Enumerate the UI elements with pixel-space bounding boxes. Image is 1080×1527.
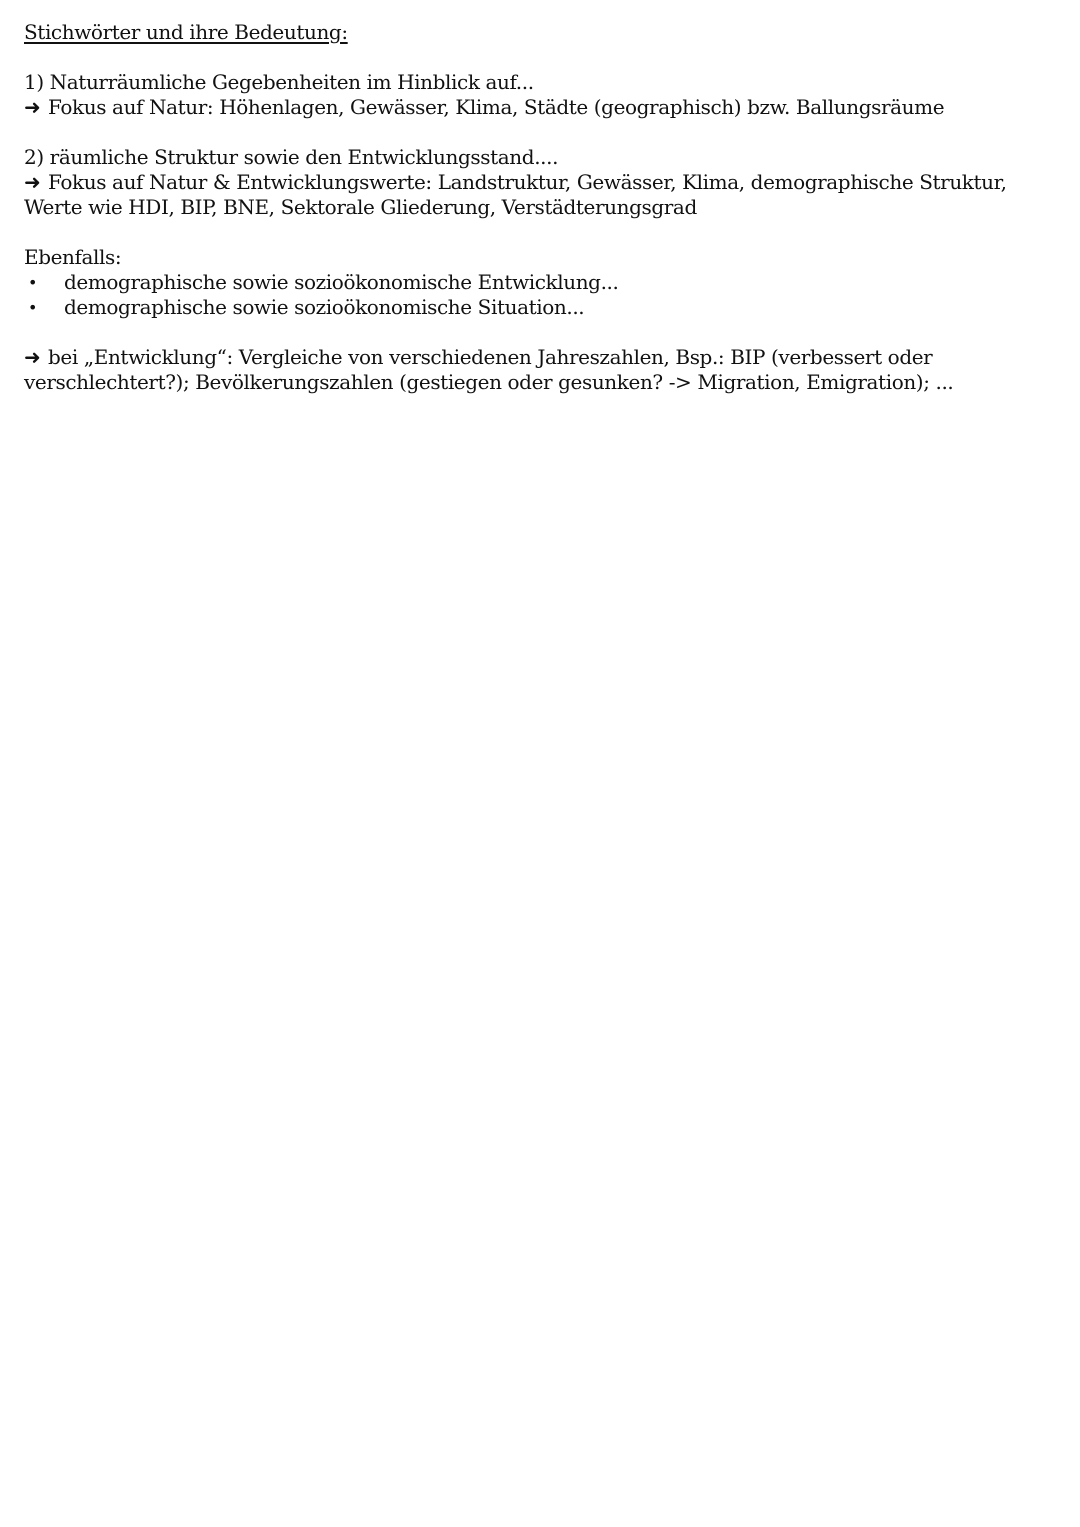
list-item-text: demographische sowie sozioökonomische Situation... [64, 295, 585, 319]
list-item [24, 295, 1024, 320]
arrow-right-icon: ➜ [24, 170, 41, 194]
section-4-detail-line [24, 345, 1024, 395]
bullet-icon: • [28, 298, 38, 317]
section-2-detail-line [24, 170, 1024, 220]
document-page [24, 20, 1024, 395]
section-2-detail: Fokus auf Natur & Entwicklungswerte: Landstruktur, Gewässer, Klima, demographische Struktur, Werte wie HDI, BIP, BNE, Sektorale Gliederung, Verstädterungsgrad [24, 170, 1007, 219]
section-1-detail-line [24, 95, 1024, 120]
section-entwicklung [24, 345, 1024, 395]
section-2-title: 2) räumliche Struktur sowie den Entwicklungsstand.... [24, 145, 559, 169]
section-1-detail: Fokus auf Natur: Höhenlagen, Gewässer, Klima, Städte (geographisch) bzw. Ballungsräume [48, 95, 945, 119]
section-3-title: Ebenfalls: [24, 245, 122, 269]
list-item [24, 270, 1024, 295]
section-naturraeumliche-gegebenheiten [24, 70, 1024, 120]
section-4-detail: bei „Entwicklung“: Vergleiche von verschiedenen Jahreszahlen, Bsp.: BIP (verbessert oder verschlechtert?); Bevölkerungszahlen (gestiegen oder gesunken? -> Migration, Emigration); ... [24, 345, 954, 394]
bullet-list [24, 270, 1024, 320]
section-ebenfalls [24, 245, 1024, 320]
list-item-text: demographische sowie sozioökonomische Entwicklung... [64, 270, 619, 294]
document-heading: Stichwörter und ihre Bedeutung: [24, 20, 348, 44]
arrow-right-icon: ➜ [24, 345, 41, 369]
arrow-right-icon: ➜ [24, 95, 41, 119]
section-1-title: 1) Naturräumliche Gegebenheiten im Hinblick auf... [24, 70, 534, 94]
bullet-icon: • [28, 273, 38, 292]
section-raeumliche-struktur [24, 145, 1024, 220]
